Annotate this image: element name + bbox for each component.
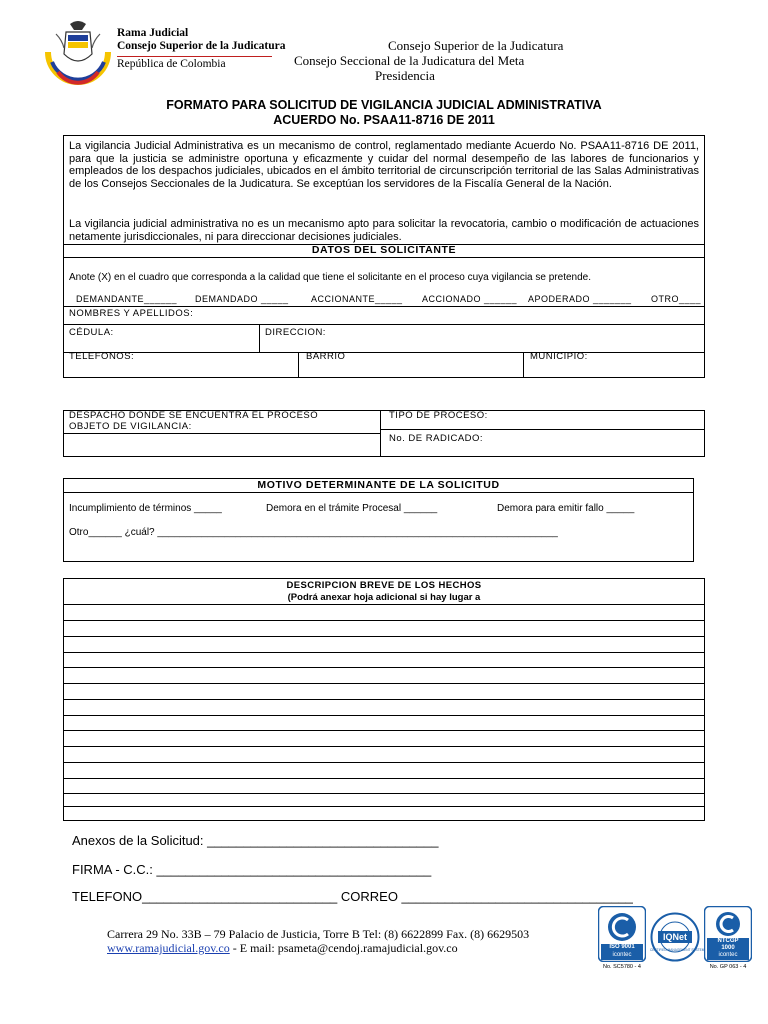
iso9001-code: No. SC5780 - 4 [603, 964, 641, 970]
org-name-1: Consejo Superior de la Judicatura [388, 38, 564, 53]
hechos-ruled-line [63, 699, 705, 700]
logo-text-3: República de Colombia [117, 58, 226, 70]
telefonos-field[interactable]: TELEFONOS: [69, 351, 135, 362]
row-rule [63, 324, 705, 325]
firma-field[interactable]: FIRMA - C.C.: ______________________________________ [72, 862, 432, 877]
judicial-logo [42, 18, 114, 88]
role-demandado[interactable]: DEMANDADO _____ [195, 294, 289, 304]
col-rule [523, 352, 524, 378]
col-rule [298, 352, 299, 378]
municipio-field[interactable]: MUNICIPIO: [530, 351, 588, 362]
hechos-ruled-line [63, 793, 705, 794]
logo-text-1: Rama Judicial [117, 27, 189, 39]
motivo-otro[interactable]: Otro______ ¿cuál? ________________________________________________________________________ [69, 527, 558, 538]
intro-paragraph-1: La vigilancia Judicial Administrativa es un mecanismo de control, reglamentado mediante Acuerdo No. PSAA11-8716 DE 2011, para que la justicia se administre oportuna y eficazmente y cuidar del normal desempeño de las labores de funcionarios y empleados de los despachos judiciales, ubicados en el ámbito territorial de circunscripción territorial de las Salas Administrativas de los Consejos Seccionales de la Judicatura. Se exceptúan los servidores de la Fiscalía General de la Nación. [69, 140, 699, 190]
logo-text-2: Consejo Superior de la Judicatura [117, 40, 286, 52]
radicado-field[interactable]: No. DE RADICADO: [389, 433, 484, 444]
motivo-heading-rule [63, 492, 694, 493]
website-link[interactable]: www.ramajudicial.gov.co [107, 941, 230, 955]
footer-address: Carrera 29 No. 33B – 79 Palacio de Justicia, Torre B Tel: (8) 6622899 Fax. (8) 6629503 [107, 927, 530, 941]
cedula-field[interactable]: CÉDULA: [69, 327, 114, 338]
org-name-3: Presidencia [375, 68, 435, 83]
hechos-ruled-line [63, 620, 705, 621]
col-rule [259, 324, 260, 352]
anexos-field[interactable]: Anexos de la Solicitud: ________________________________ [72, 833, 439, 848]
intro-paragraph-2: La vigilancia judicial administrativa no es un mecanismo apto para solicitar la revocatoria, cambio o modificación de actuaciones netamente jurisdiccionales, ni para direccionar decisiones judiciales. [69, 218, 699, 243]
motivo-demora-fallo[interactable]: Demora para emitir fallo _____ [497, 503, 635, 514]
ntcgp-code: No. GP 063 - 4 [709, 964, 747, 970]
hechos-ruled-line [63, 652, 705, 653]
role-otro[interactable]: OTRO____ [651, 294, 702, 304]
row-rule [63, 306, 705, 307]
telefono-correo-field[interactable]: TELEFONO___________________________ CORREO ________________________________ [72, 889, 633, 904]
iqnet-ring-text: CERTIFIED MANAGEMENT SYSTEM [650, 948, 705, 952]
solicitante-heading: DATOS DEL SOLICITANTE [311, 244, 457, 256]
role-accionante[interactable]: ACCIONANTE_____ [311, 294, 403, 304]
row-rule [63, 433, 381, 434]
footer-contact [107, 941, 458, 956]
hechos-heading: DESCRIPCION BREVE DE LOS HECHOS [286, 580, 482, 591]
org-name-2: Consejo Seccional de la Judicatura del Meta [294, 53, 525, 68]
row-rule [380, 429, 705, 430]
iqnet-badge [650, 912, 705, 962]
form-subtitle: ACUERDO No. PSAA11-8716 DE 2011 [273, 113, 495, 127]
hechos-ruled-line [63, 604, 705, 605]
hechos-ruled-line [63, 667, 705, 668]
hechos-subheading: (Podrá anexar hoja adicional si hay lugar a [287, 592, 481, 603]
form-title: FORMATO PARA SOLICITUD DE VIGILANCIA JUDICIAL ADMINISTRATIVA [166, 98, 602, 112]
iso9001-brand: icontec [612, 952, 632, 958]
ntcgp-badge [704, 906, 752, 972]
iso9001-label: ISO 9001 [609, 944, 635, 950]
hechos-ruled-line [63, 636, 705, 637]
role-accionado[interactable]: ACCIONADO ______ [422, 294, 518, 304]
iqnet-label: IQNet [662, 932, 687, 942]
role-apoderado[interactable]: APODERADO _______ [528, 294, 632, 304]
hechos-ruled-line [63, 683, 705, 684]
ntcgp-label: NTCGP [717, 938, 739, 944]
hechos-ruled-line [63, 762, 705, 763]
solicitante-heading-rule [63, 257, 705, 258]
despacho-label[interactable]: DESPACHO DONDE SE ENCUENTRA EL PROCESO [69, 410, 319, 421]
role-instruction: Anote (X) en el cuadro que corresponda a la calidad que tiene el solicitante en el proceso cuya vigilancia se pretende. [69, 272, 591, 283]
hechos-ruled-line [63, 730, 705, 731]
nombres-field[interactable]: NOMBRES Y APELLIDOS: [69, 308, 194, 319]
ntcgp-brand: icontec [718, 952, 738, 958]
hechos-ruled-line [63, 715, 705, 716]
motivo-heading: MOTIVO DETERMINANTE DE LA SOLICITUD [257, 479, 500, 491]
row-rule [63, 352, 705, 353]
intro-box [63, 135, 705, 245]
hechos-ruled-line [63, 778, 705, 779]
motivo-demora-tramite[interactable]: Demora en el trámite Procesal ______ [266, 503, 438, 514]
barrio-field[interactable]: BARRIO [306, 351, 346, 362]
tipo-proceso-field[interactable]: TIPO DE PROCESO: [389, 410, 488, 421]
motivo-incumplimiento[interactable]: Incumplimiento de términos _____ [69, 503, 222, 514]
role-demandante[interactable]: DEMANDANTE______ [76, 294, 178, 304]
ntcgp-number: 1000 [721, 945, 735, 951]
hechos-ruled-line [63, 806, 705, 807]
hechos-ruled-line [63, 746, 705, 747]
despacho-label-2: OBJETO DE VIGILANCIA: [69, 421, 192, 432]
logo-divider [117, 56, 272, 57]
iso9001-badge [598, 906, 646, 972]
footer-email: - E mail: psameta@cendoj.ramajudicial.gov.co [229, 941, 458, 955]
direccion-field[interactable]: DIRECCION: [265, 327, 326, 338]
